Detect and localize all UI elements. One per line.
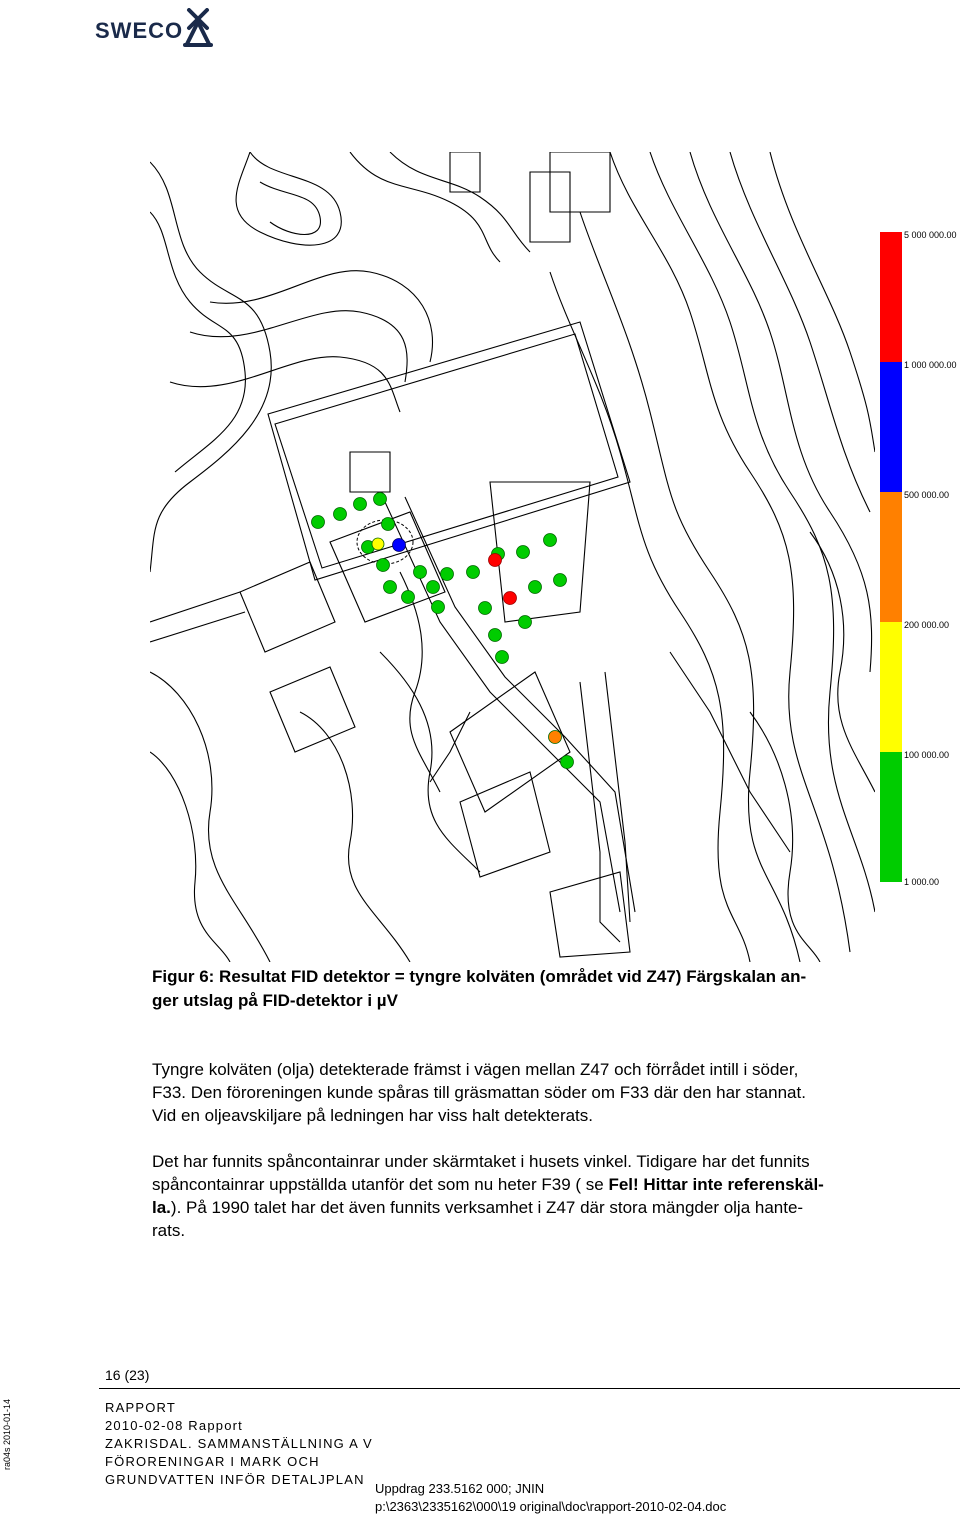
text-line: Det har funnits spåncontainrar under skärmtaket i husets vinkel. Tidigare har det funnits xyxy=(152,1152,810,1171)
legend-band-yellow xyxy=(880,622,902,752)
sweco-mark-icon xyxy=(181,8,215,48)
footer-title: ZAKRISDAL. SAMMANSTÄLLNING A V xyxy=(105,1436,373,1451)
footer-report: RAPPORT xyxy=(105,1400,177,1415)
text-line: rats. xyxy=(152,1221,186,1240)
text-span: spåncontainrar uppställda utanför det som nu heter F39 ( se xyxy=(152,1175,609,1194)
legend-label: 100 000.00 xyxy=(904,750,950,760)
text-line: Vid en oljeavskiljare på ledningen har viss halt detekterats. xyxy=(152,1106,594,1125)
sweco-logo xyxy=(95,8,225,48)
legend-label: 5 000 000.00 xyxy=(904,230,957,240)
footer-file-path: p:\2363\2335162\000\19 original\doc\rapport-2010-02-04.doc xyxy=(375,1499,727,1514)
legend-band-blue xyxy=(880,362,902,492)
text-line: Tyngre kolväten (olja) detekterade främst i vägen mellan Z47 och förrådet intill i söder, xyxy=(152,1060,799,1079)
footer-title: FÖRORENINGAR I MARK OCH xyxy=(105,1454,320,1469)
paragraph-2 xyxy=(152,1150,942,1242)
legend-label: 200 000.00 xyxy=(904,620,950,630)
figure-caption xyxy=(152,965,942,1013)
legend-label: 1 000.00 xyxy=(904,877,940,887)
color-scale-legend xyxy=(880,230,960,887)
text-line xyxy=(152,1196,942,1219)
page-number: 16 (23) xyxy=(105,1367,150,1383)
paragraph-1 xyxy=(152,1058,942,1127)
footer-title: GRUNDVATTEN INFÖR DETALJPLAN xyxy=(105,1472,365,1487)
site-map xyxy=(150,152,875,962)
legend-band-red xyxy=(880,232,902,362)
legend-label: 1 000 000.00 xyxy=(904,360,957,370)
legend-label: 500 000.00 xyxy=(904,490,950,500)
logo-text: SWECO xyxy=(95,18,184,43)
reference-error: la. xyxy=(152,1198,171,1217)
footer-divider xyxy=(99,1388,960,1389)
legend-band-green xyxy=(880,752,902,882)
text-line: F33. Den föroreningen kunde spåras till gräsmattan söder om F33 där den har stannat. xyxy=(152,1083,806,1102)
footer-date: 2010-02-08 Rapport xyxy=(105,1418,243,1433)
side-stamp: ra04s 2010-01-14 xyxy=(2,1398,12,1470)
caption-line: Figur 6: Resultat FID detektor = tyngre kolväten (området vid Z47) Färgskalan an- xyxy=(152,967,807,986)
text-line xyxy=(152,1173,942,1196)
reference-error: Fel! Hittar inte referenskäl- xyxy=(608,1175,824,1194)
text-span: ). På 1990 talet har det även funnits verksamhet i Z47 där stora mängder olja hante- xyxy=(170,1198,804,1217)
footer-assignment: Uppdrag 233.5162 000; JNIN xyxy=(375,1481,545,1496)
legend-band-orange xyxy=(880,492,902,622)
caption-line: ger utslag på FID-detektor i µV xyxy=(152,991,398,1010)
